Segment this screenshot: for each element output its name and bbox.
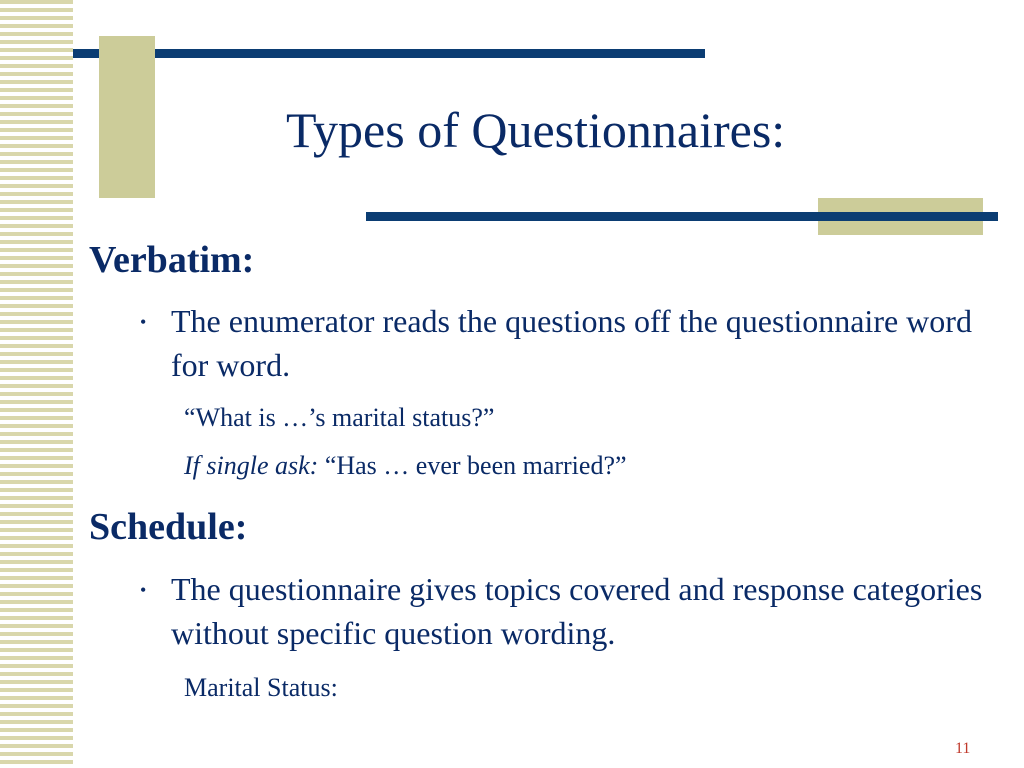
sub-item-italic-prefix: If single ask: [184,451,319,480]
section-heading-verbatim: Verbatim: [89,239,255,281]
decorative-bottom-bar [366,212,998,221]
bullet-icon: • [140,580,147,600]
page-number: 11 [955,740,971,757]
bullet-icon: • [140,312,147,332]
sub-item-marital-status-question [184,402,494,434]
sub-item-if-single [184,450,627,482]
sub-item-text: “What is …’s marital status?” [184,403,495,432]
sub-item-marital-status-label [184,672,338,704]
sub-item-text: “Has … ever been married?” [318,451,627,480]
decorative-top-block [99,36,155,198]
sub-item-text: Marital Status: [184,673,338,702]
decorative-stripes [0,0,73,768]
bullet-text-verbatim: The enumerator reads the questions off the questionnaire word for word. [171,303,972,383]
bullet-text-schedule: The questionnaire gives topics covered and response categories without specific question wording. [171,571,983,651]
decorative-top-bar [73,49,705,58]
slide-title: Types of Questionnaires: [286,102,786,158]
section-heading-schedule: Schedule: [89,506,248,548]
